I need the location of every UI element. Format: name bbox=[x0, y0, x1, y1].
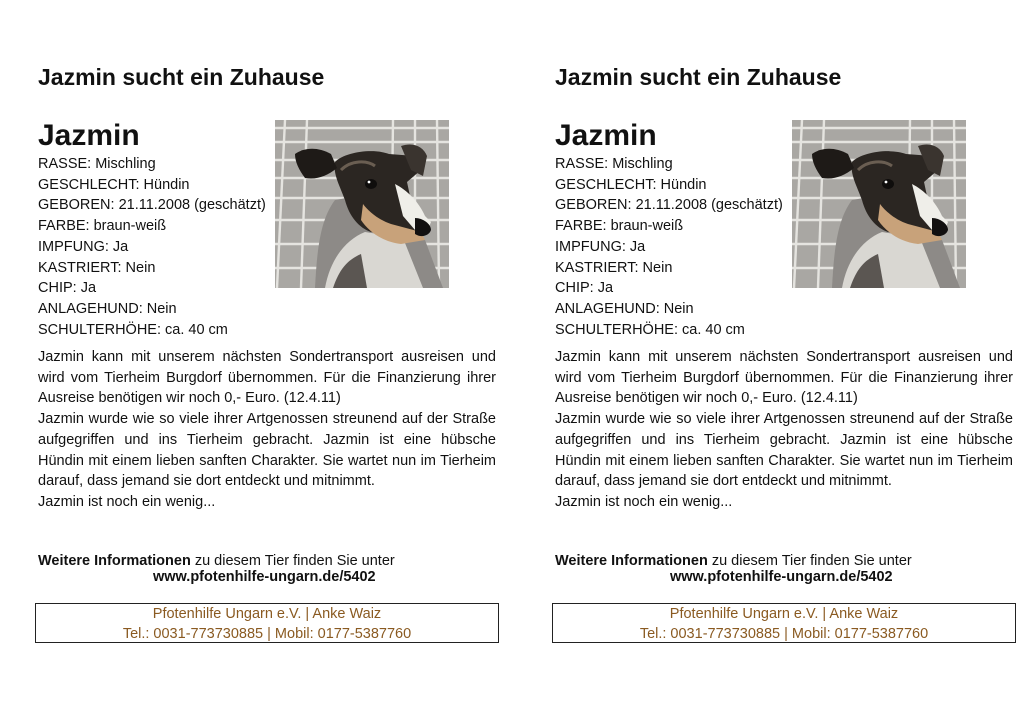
fact-shoulder-height: SCHULTERHÖHE: ca. 40 cm bbox=[555, 321, 745, 338]
description-paragraph: Jazmin wurde wie so viele ihrer Artgenossen streunend auf der Straße aufgegriffen und ins Tierheim gebracht. Jazmin ist eine hübsche Hündin mit einem lieben sanften Charakter. Sie wartet nun im Tierheim darauf, dass jemand sie dort entdeckt und mitnimmt. bbox=[555, 411, 1013, 490]
fact-vaccination: IMPFUNG: Ja bbox=[38, 238, 129, 255]
more-info-text: zu diesem Tier finden Sie unter bbox=[190, 553, 395, 569]
fact-color: FARBE: braun-weiß bbox=[38, 218, 167, 235]
flyer-header: Jazmin sucht ein Zuhause bbox=[555, 64, 842, 90]
more-info bbox=[38, 553, 496, 585]
more-info-url[interactable]: www.pfotenhilfe-ungarn.de/5402 bbox=[153, 569, 376, 585]
dog-photo bbox=[792, 120, 966, 288]
fact-shoulder-height: SCHULTERHÖHE: ca. 40 cm bbox=[38, 321, 228, 338]
more-info-label: Weitere Informationen bbox=[555, 553, 708, 569]
fact-sex: GESCHLECHT: Hündin bbox=[38, 176, 190, 193]
fact-born: GEBOREN: 21.11.2008 (geschätzt) bbox=[38, 197, 266, 214]
dog-photo bbox=[275, 120, 449, 288]
fact-born: GEBOREN: 21.11.2008 (geschätzt) bbox=[555, 197, 783, 214]
contact-phone: Tel.: 0031-773730885 | Mobil: 0177-5387760 bbox=[122, 626, 412, 642]
dog-name: Jazmin bbox=[38, 119, 140, 152]
contact-phone: Tel.: 0031-773730885 | Mobil: 0177-5387760 bbox=[639, 626, 929, 642]
fact-sex: GESCHLECHT: Hündin bbox=[555, 176, 707, 193]
fact-chip: CHIP: Ja bbox=[38, 280, 97, 297]
fact-vaccination: IMPFUNG: Ja bbox=[555, 238, 646, 255]
description bbox=[555, 347, 1013, 513]
description-paragraph: Jazmin kann mit unserem nächsten Sondertransport ausreisen und wird vom Tierheim Burgdorf übernommen. Für die Finanzierung ihrer Ausreise benötigen wir noch 0,- Euro. (12.4.11) bbox=[555, 349, 1013, 407]
flyer-right bbox=[552, 0, 1022, 725]
flyer-header: Jazmin sucht ein Zuhause bbox=[38, 64, 325, 90]
dog-name: Jazmin bbox=[555, 119, 657, 152]
facts-list bbox=[38, 154, 266, 340]
fact-neutered: KASTRIERT: Nein bbox=[555, 259, 673, 276]
description bbox=[38, 347, 496, 513]
fact-breed: RASSE: Mischling bbox=[555, 156, 673, 172]
fact-breed: RASSE: Mischling bbox=[38, 156, 156, 172]
contact-org: Pfotenhilfe Ungarn e.V. | Anke Waiz bbox=[669, 606, 899, 622]
fact-attack-dog: ANLAGEHUND: Nein bbox=[555, 300, 694, 317]
contact-box bbox=[552, 603, 1016, 643]
fact-chip: CHIP: Ja bbox=[555, 280, 614, 297]
description-paragraph: Jazmin kann mit unserem nächsten Sondertransport ausreisen und wird vom Tierheim Burgdorf übernommen. Für die Finanzierung ihrer Ausreise benötigen wir noch 0,- Euro. (12.4.11) bbox=[38, 349, 496, 407]
description-paragraph: Jazmin ist noch ein wenig... bbox=[38, 493, 216, 510]
contact-box bbox=[35, 603, 499, 643]
more-info-text: zu diesem Tier finden Sie unter bbox=[707, 553, 912, 569]
fact-color: FARBE: braun-weiß bbox=[555, 218, 684, 235]
flyer-left bbox=[35, 0, 505, 725]
facts-list bbox=[555, 154, 783, 340]
description-paragraph: Jazmin ist noch ein wenig... bbox=[555, 493, 733, 510]
description-paragraph: Jazmin wurde wie so viele ihrer Artgenossen streunend auf der Straße aufgegriffen und ins Tierheim gebracht. Jazmin ist eine hübsche Hündin mit einem lieben sanften Charakter. Sie wartet nun im Tierheim darauf, dass jemand sie dort entdeckt und mitnimmt. bbox=[38, 411, 496, 490]
more-info-label: Weitere Informationen bbox=[38, 553, 191, 569]
more-info bbox=[555, 553, 1013, 585]
fact-neutered: KASTRIERT: Nein bbox=[38, 259, 156, 276]
fact-attack-dog: ANLAGEHUND: Nein bbox=[38, 300, 177, 317]
contact-org: Pfotenhilfe Ungarn e.V. | Anke Waiz bbox=[152, 606, 382, 622]
more-info-url[interactable]: www.pfotenhilfe-ungarn.de/5402 bbox=[670, 569, 893, 585]
